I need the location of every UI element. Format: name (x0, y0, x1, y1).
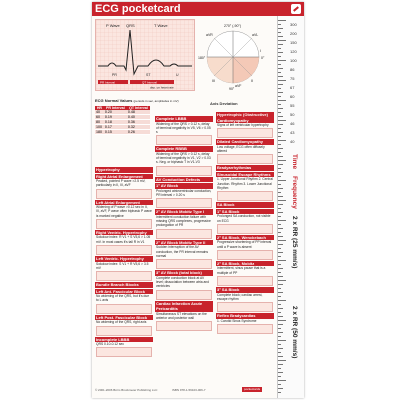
ecg-strip-illustration (156, 321, 212, 331)
ruler-tick (278, 116, 283, 117)
ruler-tick (278, 164, 283, 165)
card-section (216, 112, 274, 138)
wheel-iii-label: III (212, 79, 215, 83)
ruler-tick (278, 348, 283, 349)
ruler-tick (278, 152, 281, 153)
ecg-strip-illustration (156, 290, 212, 300)
table-cell: 0.19 (104, 115, 127, 120)
section-heading: Dilated Cardiomyopathy (216, 139, 274, 145)
ruler-tick (278, 48, 281, 49)
ecg-wave-svg (96, 20, 194, 90)
ruler-tick (278, 36, 283, 37)
section-heading: 3° AV Block (total block) (155, 270, 213, 276)
section-body: Widening of the QRS > 0.12 s, delay of terminal negativity in V1, V2 > 0.03 s. Neg. or biphasic T in V1-V3 (156, 151, 211, 165)
wheel-i-label: I (260, 49, 261, 53)
ruler-tick (278, 52, 283, 53)
ruler-tick (278, 292, 283, 293)
section-body: Prolonged SA conduction, not visible on ECG (217, 214, 271, 223)
p-wave-label: P Wave (106, 23, 120, 28)
section-heading: 3° SA Block (216, 287, 274, 293)
u-label: U (176, 73, 179, 77)
ecg-pocketcard (92, 2, 304, 398)
ruler-tick (278, 368, 281, 369)
ruler-tick (278, 252, 283, 253)
ruler-number: 300 (290, 22, 297, 27)
table-cell: 0.15 (104, 130, 127, 135)
ruler-tick (278, 44, 283, 45)
card-section (216, 172, 274, 201)
ruler-tick (278, 304, 281, 305)
table-cell: 0.20 (104, 110, 127, 115)
ruler-tick (278, 208, 281, 209)
section-heading: 1° AV Block (155, 183, 213, 189)
section-body: QRS 0.10-0.12 sec (96, 342, 125, 347)
ruler-tick (278, 380, 286, 381)
ruler-tick (278, 264, 281, 265)
card-section (216, 287, 274, 312)
wheel-bottom-label: 90° (229, 87, 235, 91)
ruler-tick (278, 136, 281, 137)
table-cell: 0.18 (104, 120, 127, 125)
section-heading: Left Ant. Fascicular Block (95, 289, 153, 295)
ruler-tick (278, 328, 281, 329)
card-header (92, 2, 304, 16)
isbn-footer: ISBN 978-1-59103-006-7 (172, 388, 206, 392)
ruler-tick (278, 268, 283, 269)
ruler-tick (278, 224, 281, 225)
normal-values-subtitle: (periods in sec, amplitudes in mV) (133, 99, 179, 103)
ruler-tick (278, 320, 286, 321)
ecg-strip-illustration (156, 259, 212, 269)
ruler-tick (278, 316, 283, 317)
section-heading: Right Ventric. Hypertrophy (95, 230, 153, 236)
card-section (155, 116, 213, 145)
ecg-strip-illustration (96, 347, 152, 357)
ruler-tick (278, 236, 283, 237)
section-body: Sudden interruption of the AV conduction, the PR interval remains normal (156, 245, 209, 258)
ruler-tick (278, 80, 286, 81)
ruler-number: 67 (290, 85, 295, 90)
table-row (95, 130, 150, 135)
ruler-number: 50 (290, 112, 295, 117)
card-section (95, 200, 153, 229)
wheel-right-label: 0° (261, 56, 265, 60)
ecg-strip-illustration (156, 198, 212, 208)
section-body: Widening of the QRS > 0.12 s, delay of terminal negativity in V5, V6 > 0.05 s (156, 121, 211, 135)
ruler-tick (278, 148, 283, 149)
card-section (155, 301, 213, 332)
ruler-tick (278, 112, 281, 113)
ruler-tick (278, 84, 283, 85)
section-body: Complete block; cardiac arrest, escape rhythm (217, 292, 263, 301)
section-heading: Cardiac Infarction Acute Pericarditis (155, 301, 213, 312)
ruler-rr50-label: 2 x RR (50 mm/s) (291, 306, 298, 359)
ruler-tick (278, 248, 281, 249)
ruler-tick (278, 240, 286, 241)
ecg-strip-illustration (156, 166, 212, 176)
ecg-strip-illustration (217, 191, 273, 201)
ruler-tick (278, 120, 286, 121)
table-cell: 180 (96, 130, 102, 134)
ruler-tick (278, 352, 281, 353)
ruler-tick (278, 336, 281, 337)
ruler-number: 60 (290, 94, 295, 99)
section-body: Intermittent conduction failure with missing QRS complexes, progressive prolongation of PR (156, 214, 211, 228)
section-heading: Left Ventric. Hypertrophy (95, 256, 153, 262)
ruler-tick (278, 256, 281, 257)
axis-wheel-diagram (196, 18, 270, 92)
table-cell: 60 (95, 115, 104, 120)
left-column (95, 167, 153, 358)
heart-rate-note: dep. on heart rate (150, 85, 174, 90)
ruler-tick (278, 168, 281, 169)
card-section (155, 177, 213, 183)
ruler-tick (278, 196, 283, 197)
ruler-tick (278, 312, 281, 313)
ruler-number: 40 (290, 139, 295, 144)
ruler-tick (278, 340, 286, 341)
section-heading: AV Conduction Defects (155, 177, 213, 183)
qt-interval-label: QT Interval (142, 80, 157, 85)
ruler-tick (278, 332, 283, 333)
section-heading: Bradyarrhythmias (216, 165, 274, 171)
ruler-frequency-label: Frequency (291, 176, 298, 209)
section-body: Signs of left ventricular hypertrophy (217, 123, 269, 127)
table-cell: 0.40 (127, 115, 150, 120)
ruler-tick (278, 100, 286, 101)
t-wave-label: T Wave (154, 23, 168, 28)
wheel-avl-label: aVL (252, 33, 259, 37)
ruler-tick (278, 140, 286, 141)
card-section (216, 261, 274, 286)
table-cell: 100 (96, 125, 102, 129)
card-section (95, 337, 153, 358)
ruler-number: 75 (290, 76, 295, 81)
table-cell: 0.26 (127, 130, 150, 135)
wheel-avr-label: aVR (206, 33, 213, 37)
ruler-tick (278, 204, 283, 205)
card-section (216, 202, 274, 208)
ruler-tick (278, 244, 283, 245)
section-heading: Left Atrial Enlargement (95, 200, 153, 206)
ecg-strip-illustration (217, 276, 273, 286)
axis-wheel-svg (196, 18, 270, 92)
section-heading: Sinusoidal Escape Rhythms (216, 172, 274, 178)
ruler-tick (278, 92, 283, 93)
ruler-tick (278, 296, 281, 297)
ruler-tick (278, 104, 281, 105)
card-title: ECG pocketcard (95, 3, 181, 15)
table-cell: 0.36 (127, 120, 150, 125)
ruler-tick (278, 260, 286, 261)
section-body: Intermittent, sinus pause that is a multiple of PP (217, 266, 266, 275)
ecg-strip-illustration (156, 135, 212, 145)
card-section (216, 235, 274, 260)
section-body: Prolonged atrioventricular conduction, PR interval > 0.20 s (156, 188, 212, 198)
section-heading: 2° SA Block, Wenckebach (216, 235, 274, 241)
card-section (95, 289, 153, 314)
section-heading: Complete RBBB (155, 146, 213, 152)
section-body: Widening of P wave >0.12 sec in II, III, aVF, P wave often biphasic P wave is marked negative (96, 205, 152, 218)
ruler-tick (278, 232, 281, 233)
ruler-tick (278, 28, 283, 29)
ruler-number: 43 (290, 130, 295, 135)
ruler-tick (278, 132, 283, 133)
ruler-tick (278, 76, 283, 77)
ruler-tick (278, 40, 286, 41)
section-heading: 2° SA Block, Mobitz (216, 261, 274, 267)
ruler-tick (278, 200, 286, 201)
ruler-tick (278, 180, 286, 181)
ruler-tick (278, 388, 283, 389)
card-section (95, 167, 153, 173)
ruler-tick (278, 188, 283, 189)
ruler-tick (278, 68, 283, 69)
section-heading: Hypertrophic (Obstructive) Cardiomyopathy (216, 112, 274, 123)
st-label: ST (146, 73, 151, 77)
ruler-time-label: Time (291, 154, 298, 170)
ruler-tick (278, 344, 281, 345)
ruler-tick (278, 272, 281, 273)
section-body: Low voltage, ECG often diffusely altered (217, 144, 265, 154)
ruler-tick (278, 56, 281, 57)
section-body: No widening of the QRS, but it's due to L axis (96, 294, 150, 303)
ecg-strip-illustration (156, 229, 212, 239)
ruler-tick (278, 280, 286, 281)
ruler-tick (278, 216, 281, 217)
ruler-number: 200 (290, 31, 297, 36)
ruler-number: 86 (290, 67, 295, 72)
ruler-tick (278, 24, 281, 25)
ruler-tick (278, 276, 283, 277)
section-body: 1. Carotid Sinus Syndrome (217, 318, 257, 323)
section-heading: SA Block (216, 202, 274, 208)
card-section (216, 209, 274, 234)
normal-values-title-text: ECG Normal Values (95, 98, 133, 103)
ruler-tick (278, 64, 281, 65)
ruler-tick (278, 212, 283, 213)
ruler-rr25-label: 2 x RR (25 mm/s) (291, 216, 298, 269)
card-section (216, 165, 274, 171)
card-section (95, 230, 153, 255)
ruler-number: 150 (290, 40, 297, 45)
card-section (95, 174, 153, 199)
ruler-tick (278, 220, 286, 221)
axis-deviation-caption: Axis Deviation (210, 101, 238, 106)
card-section (95, 282, 153, 288)
wheel-ii-label: II (251, 79, 253, 83)
ruler-tick (278, 284, 283, 285)
card-section (155, 183, 213, 208)
ruler-tick (278, 384, 281, 385)
ecg-waveform-diagram (95, 19, 195, 91)
ruler-tick (278, 392, 281, 393)
ruler-tick (278, 228, 283, 229)
ruler-number: 46 (290, 121, 295, 126)
ecg-strip-illustration (96, 326, 152, 336)
ecg-strip-illustration (217, 224, 273, 234)
table-cell: 0.48 (127, 110, 150, 115)
section-heading: Left Post. Fascicular Block (95, 315, 153, 321)
card-section (155, 240, 213, 269)
qrs-label: QRS (126, 23, 135, 28)
section-body: Sokolow index: R V1 + S V5,6 > 1.05 mV. In most cases it's tall R in V1 (96, 235, 151, 244)
ecg-strip-illustration (96, 271, 152, 281)
ruler-tick (278, 108, 283, 109)
table-cell: 80 (95, 120, 104, 125)
ruler-tick (278, 308, 283, 309)
ruler-number: 55 (290, 103, 295, 108)
ecg-strip-illustration (96, 219, 152, 229)
middle-column (155, 116, 213, 332)
normal-values-header-cell: HR (96, 106, 103, 110)
pr-label: PR (112, 73, 117, 77)
section-body: Progressive shortening of PP interval until a P wave is absent (217, 240, 272, 249)
section-heading: 2° AV Block Mobitz Type I (155, 209, 213, 215)
ecg-strip-illustration (96, 189, 152, 199)
ruler-number: 100 (290, 58, 297, 63)
table-cell: 0.32 (127, 125, 150, 130)
ecg-strip-illustration (96, 245, 152, 255)
ecg-strip-illustration (217, 250, 273, 260)
ecg-strip-illustration (217, 128, 273, 138)
normal-values-header-cell: QT Interval (127, 106, 150, 110)
ecg-strip-illustration (217, 154, 273, 164)
ruler-tick (278, 96, 281, 97)
card-section (155, 209, 213, 238)
ruler-tick (278, 288, 281, 289)
ruler-tick (278, 20, 286, 21)
measurement-ruler (277, 16, 304, 398)
section-heading: Hypertrophy (95, 167, 153, 173)
wheel-top-label: 270° (-90°) (224, 24, 242, 28)
ruler-tick (278, 32, 281, 33)
copyright-footer: © 2001-2006 Börm Bruckmeier Publishing LLC (95, 388, 158, 392)
ruler-tick (278, 128, 281, 129)
ruler-tick (278, 172, 283, 173)
section-body: No widening of the QRS, right axis (96, 320, 147, 325)
normal-values-table (95, 106, 150, 135)
table-cell: 0.17 (104, 125, 127, 130)
ruler-tick (278, 324, 283, 325)
ruler-tick (278, 376, 281, 377)
publisher-logo-icon (291, 4, 301, 14)
ruler-tick (278, 184, 281, 185)
ecg-strip-illustration (217, 324, 273, 334)
ruler-tick (278, 60, 286, 61)
right-column (216, 112, 274, 335)
card-section (95, 315, 153, 336)
wheel-left-label: 180° (198, 56, 206, 60)
section-heading: Bundle Branch Blocks (95, 282, 153, 288)
section-heading: Incomplete LBBB (95, 337, 153, 343)
ruler-tick (278, 144, 281, 145)
ruler-tick (278, 364, 283, 365)
ruler-tick (278, 72, 281, 73)
table-cell: 40 (95, 110, 104, 115)
ecg-strip-illustration (217, 302, 273, 312)
section-body: Complete conduction block at AV level; dissociation between atria and ventricles (156, 275, 209, 289)
section-heading: Right Atrial Enlargement (95, 174, 153, 180)
ruler-number: 120 (290, 49, 297, 54)
pr-interval-label: PR Interval (100, 80, 115, 85)
section-body: 1. Upper Junctional Rhythm 2. Central Junction. Rhythm 3. Lower Junctional Rhythm (217, 177, 273, 190)
ruler-tick (278, 160, 286, 161)
section-body: Simultaneous ST elevations on the anterior and posterior wall (156, 311, 207, 320)
ruler-tick (278, 192, 281, 193)
section-heading: 1° SA Block (216, 209, 274, 215)
normal-values-header-cell: PR Interval (104, 106, 127, 110)
ruler-tick (278, 300, 286, 301)
section-heading: Complete LBBB (155, 116, 213, 122)
section-body: Peaked, pointed P wave >2.5 mV, particularly in II, III, aVF (96, 179, 146, 188)
section-heading: Reflex Bradycardias (216, 313, 274, 319)
ruler-tick (278, 88, 281, 89)
wheel-avf-label: aVF (235, 84, 242, 88)
ruler-tick (278, 372, 283, 373)
section-heading: 2° AV Block Mobitz Type II (155, 240, 213, 246)
section-body: Sokolow index: S V1 + R V5,6 > 3.5 mV (96, 261, 149, 270)
card-section (155, 270, 213, 299)
card-section (216, 139, 274, 164)
card-section (95, 256, 153, 281)
normal-values-title (95, 98, 179, 103)
card-section (216, 313, 274, 334)
card-section (155, 146, 213, 175)
pocketcards-badge: pocketcards (243, 387, 261, 391)
ruler-tick (278, 156, 283, 157)
ruler-tick (278, 356, 283, 357)
ecg-strip-illustration (96, 304, 152, 314)
ruler-tick (278, 124, 283, 125)
ruler-tick (278, 360, 286, 361)
ruler-tick (278, 176, 281, 177)
